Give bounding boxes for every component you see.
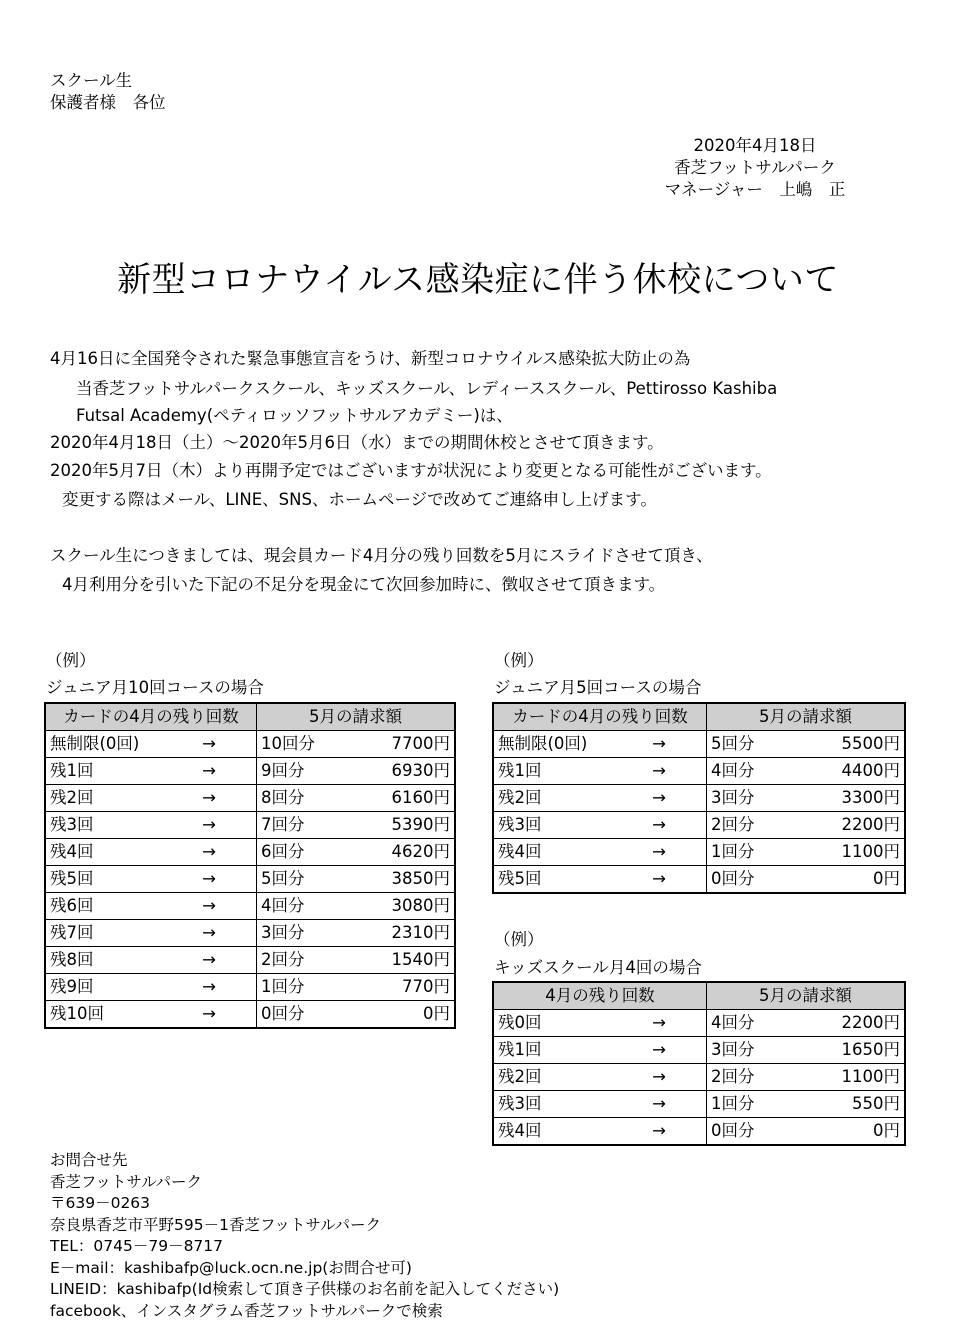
addressee-line: 保護者様 各位 [50, 93, 166, 112]
remaining-count: 残9回 [50, 976, 94, 996]
remaining-count: 残8回 [50, 949, 94, 969]
charge-amount: 550円 [852, 1093, 900, 1113]
remaining-count: 残3回 [50, 814, 94, 834]
remaining-count: 残2回 [498, 1066, 542, 1086]
session-count: 4回分 [261, 895, 305, 915]
charge-cell [707, 812, 906, 839]
charge-amount: 3080円 [391, 895, 450, 915]
contact-line-id: LINEID：kashibafp(Id検索して頂き子供様のお名前を記入してください) [50, 1280, 560, 1298]
charge-cell [707, 1037, 906, 1064]
arrow-icon: → [202, 787, 216, 807]
charge-amount: 2200円 [841, 814, 900, 834]
charge-cell [257, 1001, 456, 1029]
table-row [45, 974, 455, 1001]
charge-amount: 6930円 [391, 760, 450, 780]
contact-line: TEL：0745－79－8717 [50, 1237, 224, 1255]
charge-cell [257, 947, 456, 974]
body-line: 変更する際はメール、LINE、SNS、ホームページで改めてご連絡申し上げます。 [62, 490, 657, 509]
charge-cell [707, 1010, 906, 1037]
session-count: 6回分 [261, 841, 305, 861]
arrow-icon: → [202, 949, 216, 969]
session-count: 4回分 [711, 760, 755, 780]
arrow-icon: → [202, 976, 216, 996]
body-line: Futsal Academy(ペティロッソフットサルアカデミー)は、 [76, 406, 513, 425]
charge-amount: 7700円 [391, 733, 450, 753]
remaining-count: 残1回 [50, 760, 94, 780]
table-row [45, 893, 455, 920]
charge-amount: 1650円 [841, 1039, 900, 1059]
table-row [493, 1118, 905, 1146]
contact-heading: お問合せ先 [50, 1151, 128, 1169]
charge-cell [257, 974, 456, 1001]
contact-email: E－mail：kashibafp@luck.ocn.ne.jp(お問合せ可) [50, 1258, 412, 1277]
arrow-icon: → [202, 922, 216, 942]
session-count: 10回分 [261, 733, 315, 753]
table-row [45, 947, 455, 974]
table-row [45, 812, 455, 839]
remaining-count: 残1回 [498, 760, 542, 780]
remaining-cell [45, 785, 257, 812]
remaining-cell [493, 1010, 707, 1037]
remaining-cell [493, 1118, 707, 1146]
remaining-count: 残0回 [498, 1012, 542, 1032]
remaining-count: 無制限(0回) [498, 733, 588, 753]
table-row [45, 758, 455, 785]
charge-cell [707, 839, 906, 866]
remaining-count: 残4回 [50, 841, 94, 861]
remaining-count: 残10回 [50, 1003, 104, 1023]
addressee [50, 70, 166, 114]
remaining-cell [45, 758, 257, 785]
remaining-cell [493, 1064, 707, 1091]
charge-amount: 5390円 [391, 814, 450, 834]
charge-cell [257, 866, 456, 893]
table-row [493, 866, 905, 894]
charge-cell [707, 866, 906, 894]
arrow-icon: → [202, 760, 216, 780]
column-header: 5月の請求額 [707, 982, 906, 1010]
column-header: 5月の請求額 [707, 703, 906, 731]
session-count: 0回分 [711, 868, 755, 888]
remaining-cell [45, 893, 257, 920]
remaining-cell [493, 1037, 707, 1064]
table-row [493, 812, 905, 839]
arrow-icon: → [652, 1120, 666, 1140]
charge-amount: 3300円 [841, 787, 900, 807]
arrow-icon: → [652, 841, 666, 861]
arrow-icon: → [652, 733, 666, 753]
charge-cell [257, 785, 456, 812]
body-line: 4月利用分を引いた下記の不足分を現金にて次回参加時に、徴収させて頂きます。 [62, 575, 666, 594]
body-line: 当香芝フットサルパークスクール、キッズスクール、レディーススクール、Pettirosso Kashiba [76, 379, 778, 398]
remaining-cell [493, 731, 707, 758]
contact-social: facebook、インスタグラム香芝フットサルパークで検索 [50, 1301, 443, 1320]
charge-cell [257, 893, 456, 920]
charge-amount: 6160円 [391, 787, 450, 807]
date: 2020年4月18日 [693, 136, 817, 155]
remaining-count: 無制限(0回) [50, 733, 140, 753]
remaining-cell [45, 1001, 257, 1029]
charge-amount: 770円 [402, 976, 450, 996]
example-label: （例） [494, 930, 544, 949]
remaining-cell [493, 785, 707, 812]
charge-amount: 0円 [423, 1003, 450, 1023]
charge-cell [257, 920, 456, 947]
charge-amount: 3850円 [391, 868, 450, 888]
charge-amount: 1540円 [391, 949, 450, 969]
charge-cell [707, 758, 906, 785]
charge-cell [257, 758, 456, 785]
column-header: カードの4月の残り回数 [493, 703, 707, 731]
table-row [493, 785, 905, 812]
billing-table-junior-10 [44, 702, 456, 1029]
example-label: （例） [46, 651, 96, 670]
remaining-cell [45, 866, 257, 893]
table-row [493, 1010, 905, 1037]
remaining-cell [493, 866, 707, 894]
arrow-icon: → [202, 733, 216, 753]
charge-cell [707, 1064, 906, 1091]
remaining-count: 残5回 [50, 868, 94, 888]
table-row [45, 731, 455, 758]
session-count: 5回分 [261, 868, 305, 888]
addressee-line: スクール生 [50, 71, 133, 90]
example-label: （例） [494, 651, 544, 670]
table-row [493, 1064, 905, 1091]
remaining-cell [45, 920, 257, 947]
charge-cell [257, 731, 456, 758]
charge-amount: 5500円 [841, 733, 900, 753]
charge-amount: 4400円 [841, 760, 900, 780]
column-header: カードの4月の残り回数 [45, 703, 257, 731]
table-row [45, 920, 455, 947]
document-title: 新型コロナウイルス感染症に伴う休校について [117, 260, 839, 300]
charge-cell [707, 731, 906, 758]
arrow-icon: → [652, 814, 666, 834]
charge-cell [707, 785, 906, 812]
table-row [493, 1091, 905, 1118]
remaining-count: 残5回 [498, 868, 542, 888]
charge-amount: 4620円 [391, 841, 450, 861]
body-line: 2020年4月18日（土）～2020年5月6日（水）までの期間休校とさせて頂きます。 [50, 433, 664, 452]
session-count: 7回分 [261, 814, 305, 834]
session-count: 1回分 [261, 976, 305, 996]
remaining-cell [493, 758, 707, 785]
manager: マネージャー 上嶋 正 [664, 180, 846, 199]
arrow-icon: → [652, 787, 666, 807]
remaining-cell [45, 812, 257, 839]
contact-line: 香芝フットサルパーク [50, 1172, 203, 1191]
charge-cell [257, 812, 456, 839]
charge-cell [257, 839, 456, 866]
session-count: 0回分 [711, 1120, 755, 1140]
charge-amount: 2310円 [391, 922, 450, 942]
body-line: 2020年5月7日（木）より再開予定ではございますが状況により変更となる可能性がございます。 [50, 461, 772, 480]
charge-amount: 2200円 [841, 1012, 900, 1032]
session-count: 2回分 [711, 1066, 755, 1086]
session-count: 0回分 [261, 1003, 305, 1023]
body-line: 4月16日に全国発令された緊急事態宣言をうけ、新型コロナウイルス感染拡大防止の為 [50, 349, 691, 368]
remaining-count: 残2回 [50, 787, 94, 807]
remaining-count: 残3回 [498, 814, 542, 834]
billing-table-kids-4 [492, 981, 906, 1146]
remaining-cell [493, 839, 707, 866]
column-header: 4月の残り回数 [493, 982, 707, 1010]
session-count: 5回分 [711, 733, 755, 753]
remaining-cell [45, 839, 257, 866]
arrow-icon: → [202, 1003, 216, 1023]
table-row [493, 731, 905, 758]
table-row [45, 785, 455, 812]
session-count: 3回分 [711, 787, 755, 807]
arrow-icon: → [202, 814, 216, 834]
session-count: 3回分 [711, 1039, 755, 1059]
organization: 香芝フットサルパーク [674, 158, 836, 177]
remaining-count: 残6回 [50, 895, 94, 915]
remaining-cell [493, 1091, 707, 1118]
table-row [493, 1037, 905, 1064]
charge-cell [707, 1091, 906, 1118]
charge-amount: 0円 [873, 868, 900, 888]
contact-line: 〒639－0263 [50, 1194, 151, 1212]
sender-block [620, 135, 890, 201]
arrow-icon: → [202, 841, 216, 861]
table-caption: ジュニア月5回コースの場合 [494, 678, 702, 697]
charge-amount: 0円 [873, 1120, 900, 1140]
arrow-icon: → [652, 760, 666, 780]
table-row [493, 839, 905, 866]
contact-line: 奈良県香芝市平野595－1香芝フットサルパーク [50, 1215, 382, 1234]
charge-amount: 1100円 [841, 1066, 900, 1086]
arrow-icon: → [652, 1093, 666, 1113]
table-row [45, 866, 455, 893]
arrow-icon: → [652, 868, 666, 888]
remaining-count: 残2回 [498, 787, 542, 807]
charge-cell [707, 1118, 906, 1146]
remaining-count: 残4回 [498, 841, 542, 861]
column-header: 5月の請求額 [257, 703, 456, 731]
session-count: 1回分 [711, 1093, 755, 1113]
table-caption: ジュニア月10回コースの場合 [46, 678, 264, 697]
billing-table-junior-5 [492, 702, 906, 894]
remaining-cell [45, 731, 257, 758]
table-row [45, 1001, 455, 1029]
table-row [493, 758, 905, 785]
session-count: 2回分 [711, 814, 755, 834]
remaining-cell [45, 947, 257, 974]
session-count: 3回分 [261, 922, 305, 942]
remaining-cell [45, 974, 257, 1001]
contact-block [50, 1150, 559, 1322]
arrow-icon: → [652, 1039, 666, 1059]
arrow-icon: → [652, 1066, 666, 1086]
remaining-count: 残4回 [498, 1120, 542, 1140]
arrow-icon: → [652, 1012, 666, 1032]
session-count: 2回分 [261, 949, 305, 969]
remaining-count: 残3回 [498, 1093, 542, 1113]
body-line: スクール生につきましては、現会員カード4月分の残り回数を5月にスライドさせて頂き、 [50, 546, 713, 565]
remaining-cell [493, 812, 707, 839]
remaining-count: 残7回 [50, 922, 94, 942]
table-caption: キッズスクール月4回の場合 [494, 958, 702, 977]
session-count: 4回分 [711, 1012, 755, 1032]
charge-amount: 1100円 [841, 841, 900, 861]
remaining-count: 残1回 [498, 1039, 542, 1059]
arrow-icon: → [202, 868, 216, 888]
table-row [45, 839, 455, 866]
session-count: 1回分 [711, 841, 755, 861]
arrow-icon: → [202, 895, 216, 915]
session-count: 9回分 [261, 760, 305, 780]
session-count: 8回分 [261, 787, 305, 807]
